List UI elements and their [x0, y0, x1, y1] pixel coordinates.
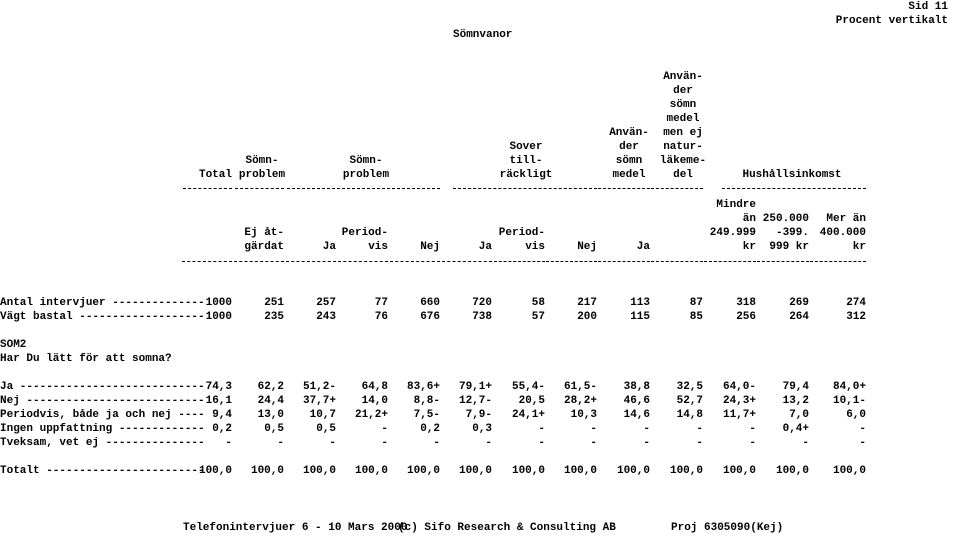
data-row-cell: - [859, 423, 866, 435]
footer-right: Proj 6305090(Kej) [671, 522, 784, 534]
question-code: SOM2 [0, 339, 27, 351]
data-row-cell: 11,7+ [722, 409, 756, 421]
column-header-1: gärdat [244, 241, 284, 253]
column-rule [651, 261, 703, 262]
group-header-naturlakemedel: del [673, 169, 693, 181]
data-row-cell: 79,1+ [458, 381, 492, 393]
base-row-cell: 85 [689, 311, 703, 323]
data-row-cell: 14,0 [361, 395, 388, 407]
data-row-cell: 0,3 [472, 423, 492, 435]
data-row-cell: - [590, 423, 597, 435]
data-row-cell: 28,2+ [563, 395, 597, 407]
column-rule [704, 261, 756, 262]
base-row-cell: 274 [846, 297, 866, 309]
data-row-cell: - [590, 437, 597, 449]
question-text: Har Du lätt för att somna? [0, 353, 172, 365]
total-row-cell: 100,0 [198, 465, 232, 477]
base-row-cell: 1000 [205, 311, 232, 323]
data-row-cell: 0,5 [316, 423, 336, 435]
column-rule [810, 261, 866, 262]
data-row-cell: 46,6 [623, 395, 650, 407]
data-row-cell: 21,2+ [354, 409, 388, 421]
base-row-cell: 251 [264, 297, 284, 309]
group-header-naturlakemedel: men ej [663, 127, 703, 139]
data-row-cell: 24,1+ [511, 409, 545, 421]
data-row-cell: 14,8 [676, 409, 703, 421]
base-row-cell: 738 [472, 311, 492, 323]
column-header-12: 400.000 [819, 227, 866, 239]
group-header-sover: Sover [509, 141, 543, 153]
data-row-cell: 64,8 [361, 381, 388, 393]
group-header-anvander: medel [612, 169, 646, 181]
data-row-cell: 12,7- [458, 395, 492, 407]
total-row-label: Totalt ------------------------ [0, 465, 205, 477]
data-row-cell: 62,2 [257, 381, 284, 393]
column-rule [338, 261, 388, 262]
base-row-cell: 113 [630, 297, 650, 309]
data-row-cell: 38,8 [623, 381, 650, 393]
group-rule [287, 188, 440, 189]
data-row-cell: - [277, 437, 284, 449]
base-row-cell: 217 [577, 297, 597, 309]
group-header-somnproblem1: Sömn- [245, 155, 279, 167]
column-header-12: kr [852, 241, 866, 253]
data-row-cell: - [538, 423, 545, 435]
data-row-cell: - [696, 437, 703, 449]
total-row-cell: 100,0 [616, 465, 650, 477]
data-row-cell: - [859, 437, 866, 449]
base-row-cell: 115 [630, 311, 650, 323]
group-header-sover: till- [509, 155, 543, 167]
base-row-label: Antal intervjuer -------------- [0, 297, 205, 309]
column-rule [757, 261, 809, 262]
data-row-cell: 7,9- [465, 409, 492, 421]
column-header-8: Ja [636, 241, 650, 253]
data-row-cell: - [643, 423, 650, 435]
column-header-3: Period- [341, 227, 388, 239]
total-row-cell: 100,0 [722, 465, 756, 477]
column-header-11: 999 kr [769, 241, 809, 253]
data-row-cell: 24,4 [257, 395, 284, 407]
column-header-10: 249.999 [709, 227, 756, 239]
data-row-cell: 0,2 [420, 423, 440, 435]
data-row-cell: - [433, 437, 440, 449]
page-label: Sid 11 [908, 1, 948, 13]
column-header-7: Nej [577, 241, 597, 253]
group-rule [598, 188, 650, 189]
column-rule [390, 261, 440, 262]
data-row-cell: - [696, 423, 703, 435]
column-rule [442, 261, 492, 262]
base-row-cell: 676 [420, 311, 440, 323]
data-row-label: Ja ---------------------------- [0, 381, 205, 393]
total-row-cell: 100,0 [563, 465, 597, 477]
column-header-6: Period- [498, 227, 545, 239]
data-row-cell: 0,4+ [782, 423, 809, 435]
base-row-cell: 235 [264, 311, 284, 323]
base-row-cell: 269 [789, 297, 809, 309]
group-header-somnproblem2: problem [342, 169, 390, 181]
column-rule [234, 261, 284, 262]
data-row-cell: 83,6+ [406, 381, 440, 393]
total-row-cell: 100,0 [302, 465, 336, 477]
group-header-naturlakemedel: medel [666, 113, 700, 125]
group-rule [651, 188, 703, 189]
column-rule [494, 261, 545, 262]
base-row-cell: 720 [472, 297, 492, 309]
data-row-label: Nej --------------------------- [0, 395, 205, 407]
footer-left: Telefonintervjuer 6 - 10 Mars 2000 [183, 522, 408, 534]
data-row-cell: 14,6 [623, 409, 650, 421]
group-header-naturlakemedel: läkeme- [659, 155, 707, 167]
group-header-sover: räckligt [499, 169, 553, 181]
base-row-cell: 200 [577, 311, 597, 323]
base-row-cell: 318 [736, 297, 756, 309]
data-row-cell: 84,0+ [832, 381, 866, 393]
total-row-cell: 100,0 [354, 465, 388, 477]
base-row-label: Vägt bastal ------------------- [0, 311, 205, 323]
column-rule [598, 261, 650, 262]
column-header-6: vis [525, 241, 545, 253]
data-row-cell: 37,7+ [302, 395, 336, 407]
footer-center: (c) Sifo Research & Consulting AB [398, 522, 616, 534]
group-header-naturlakemedel: sömn [669, 99, 697, 111]
data-row-cell: 16,1 [205, 395, 232, 407]
column-header-11: -399. [775, 227, 809, 239]
data-row-label: Tveksam, vet ej --------------- [0, 437, 205, 449]
total-row-cell: 100,0 [511, 465, 545, 477]
data-row-cell: 0,2 [212, 423, 232, 435]
data-row-cell: - [538, 437, 545, 449]
group-header-naturlakemedel: der [673, 85, 693, 97]
data-row-cell: 51,2- [302, 381, 336, 393]
column-rule [286, 261, 336, 262]
group-rule [235, 188, 284, 189]
data-row-cell: 9,4 [212, 409, 232, 421]
base-row-cell: 1000 [205, 297, 232, 309]
report-title: Sömnvanor [453, 29, 513, 41]
total-row-cell: 100,0 [669, 465, 703, 477]
data-row-cell: - [381, 437, 388, 449]
data-row-cell: 20,5 [518, 395, 545, 407]
base-row-cell: 264 [789, 311, 809, 323]
data-row-cell: - [802, 437, 809, 449]
column-header-12: Mer än [826, 213, 866, 225]
data-row-cell: 79,4 [782, 381, 809, 393]
data-row-cell: - [643, 437, 650, 449]
group-header-somnproblem2: Sömn- [349, 155, 383, 167]
data-row-cell: 52,7 [676, 395, 703, 407]
group-header-naturlakemedel: natur- [663, 141, 703, 153]
column-header-3: vis [368, 241, 388, 253]
column-rule [182, 261, 232, 262]
base-row-cell: 256 [736, 311, 756, 323]
percent-mode: Procent vertikalt [835, 15, 948, 27]
data-row-cell: - [329, 437, 336, 449]
base-row-cell: 660 [420, 297, 440, 309]
base-row-cell: 76 [374, 311, 388, 323]
base-row-cell: 57 [531, 311, 545, 323]
column-header-11: 250.000 [762, 213, 809, 225]
data-row-cell: 55,4- [511, 381, 545, 393]
total-row-cell: 100,0 [832, 465, 866, 477]
base-row-cell: 257 [316, 297, 336, 309]
group-header-anvander: Använ- [609, 127, 649, 139]
column-header-10: kr [742, 241, 756, 253]
group-header-somnproblem1: problem [238, 169, 286, 181]
data-row-cell: 6,0 [846, 409, 866, 421]
group-header-total: Total [198, 169, 232, 181]
column-header-5: Ja [478, 241, 492, 253]
column-rule [546, 261, 597, 262]
data-row-cell: 10,1- [832, 395, 866, 407]
group-header-anvander: der [619, 141, 639, 153]
data-row-cell: 64,0- [722, 381, 756, 393]
group-header-naturlakemedel: Använ- [663, 71, 703, 83]
column-header-1: Ej åt- [244, 227, 284, 239]
data-row-cell: 32,5 [676, 381, 703, 393]
data-row-cell: - [749, 423, 756, 435]
data-row-cell: - [225, 437, 232, 449]
data-row-label: Ingen uppfattning ------------- [0, 423, 205, 435]
base-row-cell: 312 [846, 311, 866, 323]
base-row-cell: 77 [374, 297, 388, 309]
base-row-cell: 243 [316, 311, 336, 323]
column-header-2: Ja [322, 241, 336, 253]
total-row-cell: 100,0 [250, 465, 284, 477]
base-row-cell: 87 [689, 297, 703, 309]
group-rule [722, 188, 866, 189]
data-row-cell: 7,5- [413, 409, 440, 421]
data-row-cell: 24,3+ [722, 395, 756, 407]
data-row-cell: 0,5 [264, 423, 284, 435]
data-row-cell: 10,3 [570, 409, 597, 421]
data-row-cell: 13,2 [782, 395, 809, 407]
data-row-cell: - [381, 423, 388, 435]
data-row-cell: 74,3 [205, 381, 232, 393]
total-row-cell: 100,0 [406, 465, 440, 477]
column-header-4: Nej [420, 241, 440, 253]
data-row-cell: - [749, 437, 756, 449]
data-row-label: Periodvis, både ja och nej ---- [0, 409, 205, 421]
group-rule [453, 188, 597, 189]
base-row-cell: 58 [531, 297, 545, 309]
total-row-cell: 100,0 [458, 465, 492, 477]
group-header-hushall: Hushållsinkomst [742, 169, 842, 181]
column-header-10: Mindre [716, 199, 756, 211]
data-row-cell: 61,5- [563, 381, 597, 393]
group-rule [183, 188, 232, 189]
group-header-anvander: sömn [615, 155, 643, 167]
data-row-cell: 13,0 [257, 409, 284, 421]
data-row-cell: - [485, 437, 492, 449]
data-row-cell: 8,8- [413, 395, 440, 407]
column-header-10: än [742, 213, 756, 225]
total-row-cell: 100,0 [775, 465, 809, 477]
data-row-cell: 7,0 [789, 409, 809, 421]
data-row-cell: 10,7 [309, 409, 336, 421]
